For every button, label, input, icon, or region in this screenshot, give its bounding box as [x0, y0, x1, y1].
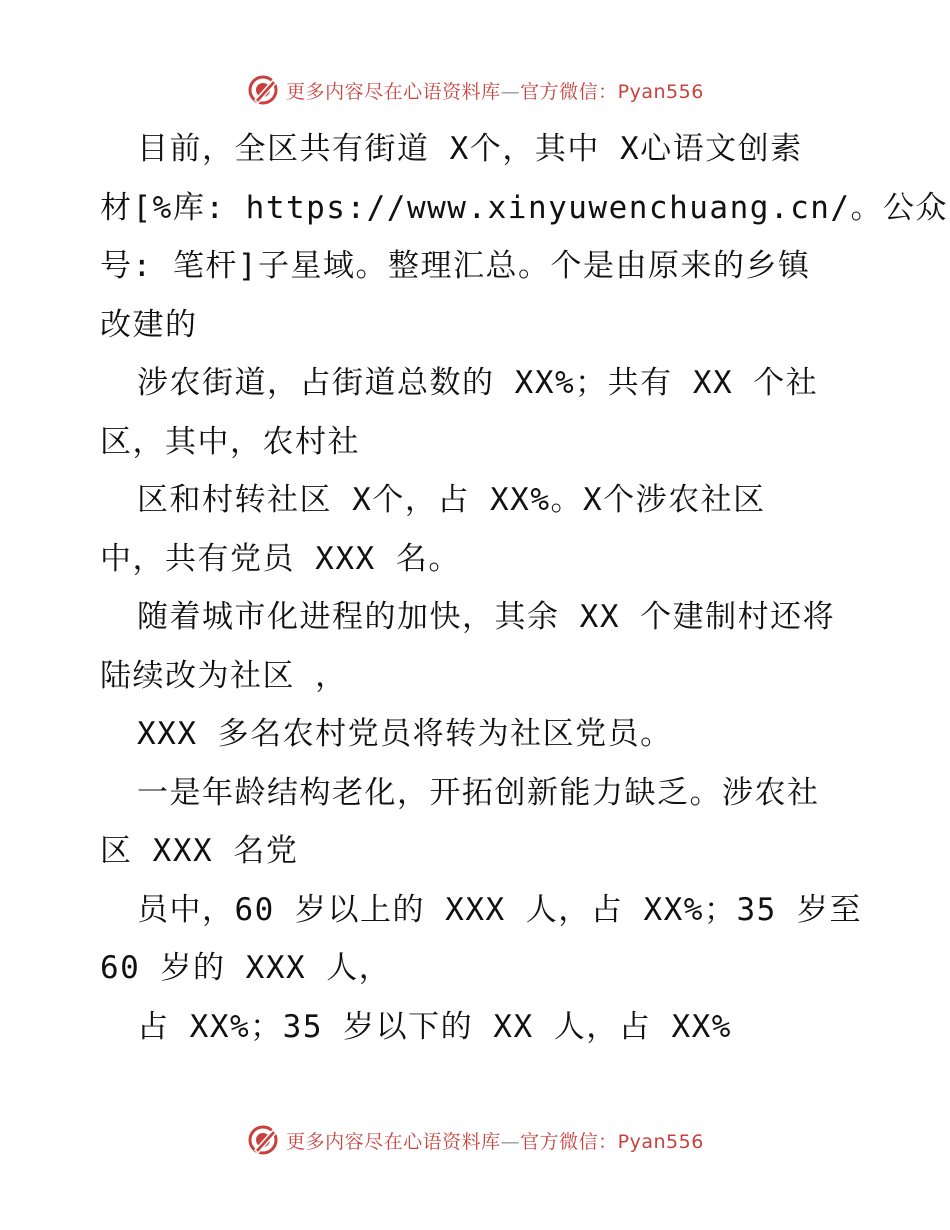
- header-banner-text: [286, 77, 704, 104]
- paragraph-line: 员中，60 岁以上的 XXX 人，占 XX%；35 岁至: [137, 891, 862, 928]
- paragraph-line: 涉农街道，占街道总数的 XX%；共有 XX 个社: [137, 365, 819, 401]
- paragraph-line: 一是年龄结构老化，开拓创新能力缺乏。涉农社: [137, 774, 820, 811]
- footer-banner: [0, 1120, 950, 1160]
- paragraph-line: 占 XX%；35 岁以下的 XX 人，占 XX%: [137, 1008, 732, 1045]
- footer-banner-main: 更多内容尽在心语资料库: [286, 1130, 501, 1153]
- paragraph-line: 目前，全区共有街道 X个，其中 X心语文创素: [137, 131, 803, 167]
- document-body: [100, 120, 949, 1056]
- header-banner: [0, 70, 950, 110]
- paragraph-line: 中，共有党员 XXX 名。: [100, 540, 461, 577]
- header-banner-dash: —: [500, 80, 521, 103]
- paragraph-line: 随着城市化进程的加快，其余 XX 个建制村还将: [137, 599, 836, 635]
- paragraph-line: 陆续改为社区 ，: [100, 657, 348, 694]
- paragraph-line: 区和村转社区 X个，占 XX%。X个涉农社区: [137, 482, 766, 518]
- paragraph-line: 区，其中，农村社: [100, 423, 360, 460]
- paragraph-line: XXX 多名农村党员将转为社区党员。: [137, 716, 673, 752]
- header-banner-main: 更多内容尽在心语资料库: [286, 80, 501, 103]
- pen-logo-icon: [246, 73, 280, 107]
- paragraph-line: 号: 笔杆]子星域。整理汇总。个是由原来的乡镇: [100, 248, 811, 284]
- paragraph-line: 区 XXX 名党: [100, 833, 299, 869]
- header-banner-wechat: 官方微信：Pyan556: [520, 80, 704, 103]
- pen-logo-icon: [246, 1123, 280, 1157]
- paragraph-line: 改建的: [100, 306, 198, 343]
- paragraph-line: 材[%库: https://www.xinyuwenchuang.cn/。公众: [100, 189, 949, 226]
- footer-banner-dash: —: [500, 1130, 521, 1153]
- footer-banner-text: [286, 1127, 704, 1154]
- paragraph-line: 60 岁的 XXX 人，: [100, 950, 392, 986]
- footer-banner-wechat: 官方微信：Pyan556: [520, 1130, 704, 1153]
